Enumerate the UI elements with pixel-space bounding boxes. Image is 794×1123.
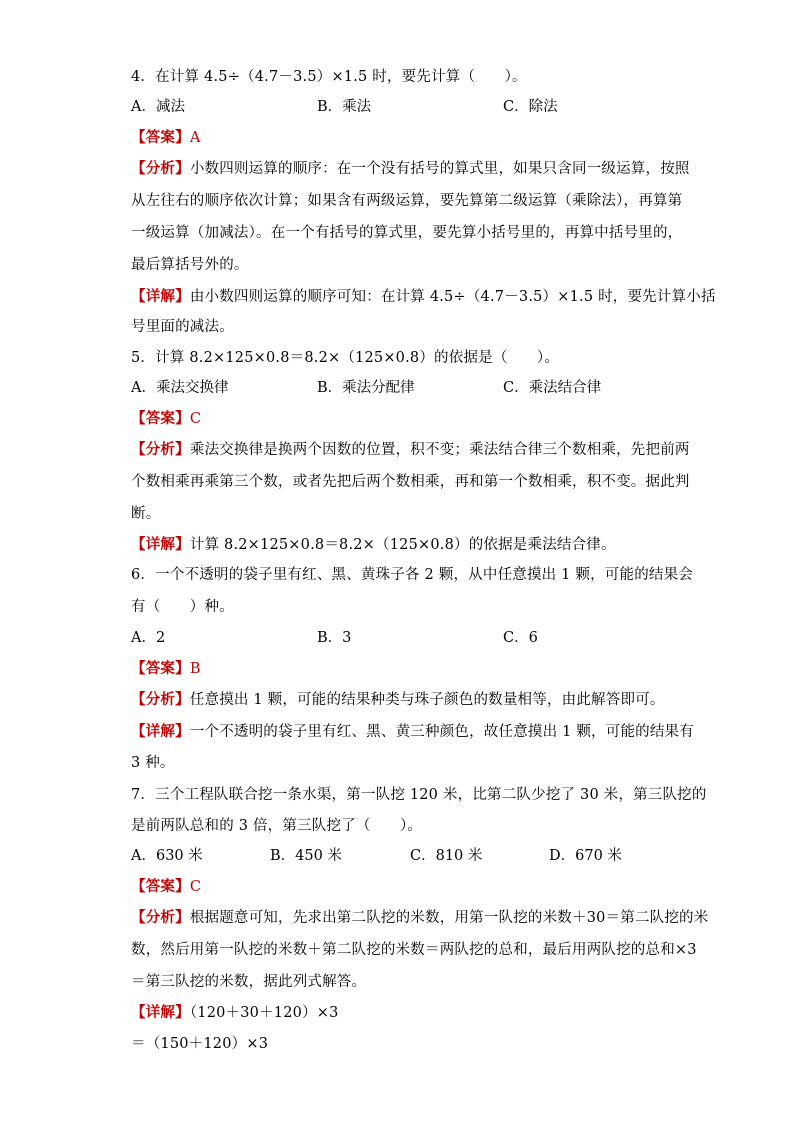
q4-analysis-line: 一级运算（加减法）。在一个有括号的算式里，要先算小括号里的，再算中括号里的， — [131, 225, 683, 241]
q5-option-c[interactable]: C．乘法结合律 — [503, 380, 602, 396]
q5-analysis-line: 个数相乘再乘第三个数，或者先把后两个数相乘，再和第一个数相乘，积不变。据此判 — [131, 474, 690, 490]
q7-answer — [131, 878, 671, 896]
q5-analysis-line: 断。 — [131, 506, 161, 522]
q6-options — [131, 629, 691, 647]
q6-analysis-line — [131, 691, 671, 709]
q5-detail-line — [131, 536, 671, 554]
q4-option-a[interactable]: A．减法 — [131, 99, 185, 115]
analysis-text: 任意摸出 1 颗，可能的结果种类与珠子颜色的数量相等，由此解答即可。 — [189, 692, 665, 708]
q5-option-b[interactable]: B．乘法分配律 — [317, 380, 415, 396]
detail-tag: 【详解】 — [131, 1004, 190, 1021]
q4-option-c[interactable]: C．除法 — [503, 99, 558, 115]
q4-stem: 4．在计算 4.5÷（4.7－3.5）×1.5 时，要先计算（ ）。 — [131, 69, 527, 85]
q6-option-a[interactable]: A．2 — [131, 630, 166, 646]
analysis-tag: 【分析】 — [131, 160, 190, 177]
detail-text: 由小数四则运算的顺序可知：在计算 4.5÷（4.7－3.5）×1.5 时，要先计算小括 — [189, 289, 716, 305]
q4-analysis-line: 最后算括号外的。 — [131, 257, 249, 273]
q4-analysis-line — [131, 160, 690, 178]
q6-option-c[interactable]: C．6 — [503, 630, 538, 646]
answer-value: C — [189, 411, 202, 427]
q6-detail-line — [131, 723, 694, 741]
q5-stem: 5．计算 8.2×125×0.8＝8.2×（125×0.8）的依据是（ ）。 — [131, 350, 560, 366]
q4-options — [131, 98, 691, 116]
answer-value: B — [189, 661, 201, 677]
q5-options — [131, 379, 691, 397]
q5-answer — [131, 410, 671, 428]
analysis-text: 小数四则运算的顺序：在一个没有括号的算式里，如果只含同一级运算，按照 — [189, 161, 690, 177]
q5-option-a[interactable]: A．乘法交换律 — [131, 380, 229, 396]
q4-detail-line: 号里面的减法。 — [131, 319, 234, 335]
q6-answer — [131, 660, 671, 678]
answer-tag: 【答案】 — [131, 878, 190, 895]
analysis-tag: 【分析】 — [131, 691, 190, 708]
q5-analysis-line — [131, 441, 690, 459]
q4-detail-line — [131, 288, 716, 306]
q7-stem-line: 是前两队总和的 3 倍，第三队挖了（ ）。 — [131, 818, 423, 834]
q7-options — [131, 847, 691, 865]
answer-tag: 【答案】 — [131, 129, 190, 146]
analysis-text: 根据题意可知，先求出第二队挖的米数，用第一队挖的米数＋30＝第二队挖的米 — [189, 910, 709, 926]
q7-analysis-line: ＝第三队挖的米数，据此列式解答。 — [131, 974, 367, 990]
q6-stem-line: 有（ ）种。 — [131, 599, 234, 615]
detail-tag: 【详解】 — [131, 723, 190, 740]
q7-analysis-line: 数，然后用第一队挖的米数＋第二队挖的米数＝两队挖的总和，最后用两队挖的总和×3 — [131, 942, 697, 958]
answer-tag: 【答案】 — [131, 660, 190, 677]
q7-option-d[interactable]: D．670 米 — [549, 848, 622, 864]
q6-stem-line: 6．一个不透明的袋子里有红、黑、黄珠子各 2 颗，从中任意摸出 1 颗，可能的结果会 — [131, 567, 694, 583]
q7-detail-line — [131, 1004, 671, 1022]
detail-tag: 【详解】 — [131, 288, 190, 305]
q4-option-b[interactable]: B．乘法 — [317, 99, 372, 115]
q7-option-a[interactable]: A．630 米 — [131, 848, 203, 864]
q4-analysis-line: 从左往右的顺序依次计算；如果含有两级运算，要先算第二级运算（乘除法），再算第 — [131, 193, 683, 209]
detail-tag: 【详解】 — [131, 536, 190, 553]
answer-value: C — [189, 879, 202, 895]
detail-text: （120＋30＋120）×3 — [189, 1005, 339, 1021]
q7-detail-line: ＝（150＋120）×3 — [131, 1036, 269, 1052]
analysis-tag: 【分析】 — [131, 909, 190, 926]
detail-text: 计算 8.2×125×0.8＝8.2×（125×0.8）的依据是乘法结合律。 — [189, 537, 616, 553]
q6-option-b[interactable]: B．3 — [317, 630, 352, 646]
detail-text: 一个不透明的袋子里有红、黑、黄三种颜色，故任意摸出 1 颗，可能的结果有 — [189, 724, 694, 740]
analysis-text: 乘法交换律是换两个因数的位置，积不变；乘法结合律三个数相乘，先把前两 — [189, 442, 690, 458]
q6-detail-line: 3 种。 — [131, 755, 175, 771]
q7-option-c[interactable]: C．810 米 — [410, 848, 483, 864]
analysis-tag: 【分析】 — [131, 441, 190, 458]
q4-answer — [131, 129, 671, 147]
answer-value: A — [189, 130, 201, 146]
q7-analysis-line — [131, 909, 709, 927]
answer-tag: 【答案】 — [131, 410, 190, 427]
q7-option-b[interactable]: B．450 米 — [270, 848, 342, 864]
q7-stem-line: 7．三个工程队联合挖一条水渠，第一队挖 120 米，比第二队少挖了 30 米，第三队挖的 — [131, 787, 707, 803]
